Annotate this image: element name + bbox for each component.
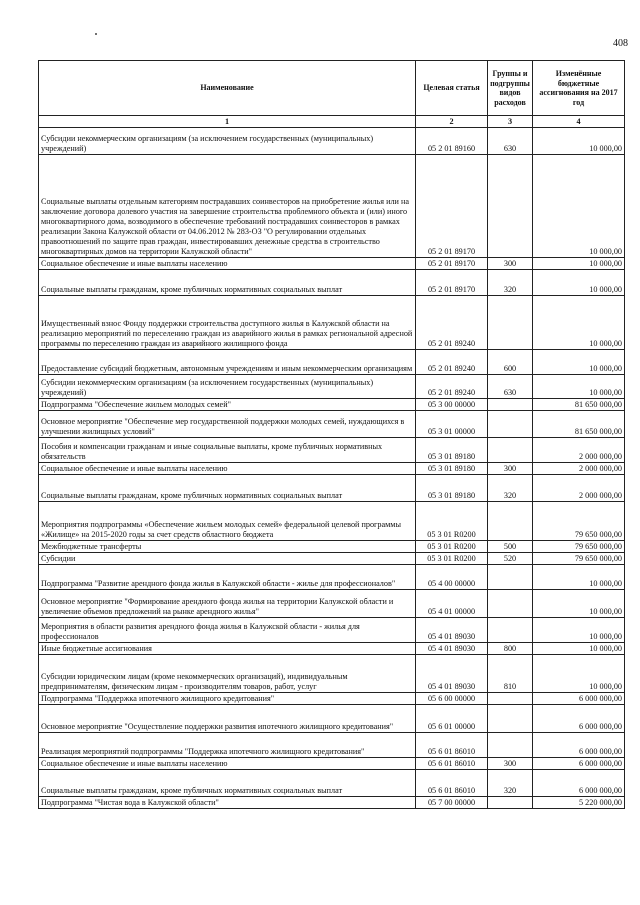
row-amount: 6 000 000,00 <box>533 693 625 705</box>
row-target-code: 05 3 01 89180 <box>416 463 488 475</box>
row-target-code: 05 2 01 89240 <box>416 296 488 350</box>
column-number: 3 <box>488 116 533 128</box>
row-expense-group: 300 <box>488 758 533 770</box>
table-row <box>39 770 625 797</box>
table-row <box>39 128 625 155</box>
row-expense-group: 520 <box>488 553 533 565</box>
row-name: Предоставление субсидий бюджетным, автономным учреждениям и иным некоммерческим организациям <box>39 350 416 375</box>
row-target-code: 05 3 01 R0200 <box>416 502 488 541</box>
table-row <box>39 618 625 643</box>
row-target-code: 05 3 01 89180 <box>416 475 488 502</box>
table-row <box>39 590 625 618</box>
row-name: Субсидии некоммерческим организациям (за исключением государственных (муниципальных) учреждений) <box>39 128 416 155</box>
row-name: Подпрограмма "Чистая вода в Калужской области" <box>39 797 416 809</box>
row-name: Субсидии юридическим лицам (кроме некоммерческих организаций), индивидуальным предпринимателям, физическим лицам - производителям товаров, работ, услуг <box>39 655 416 693</box>
header-name: Наименование <box>39 61 416 116</box>
row-expense-group <box>488 733 533 758</box>
row-name: Иные бюджетные ассигнования <box>39 643 416 655</box>
row-name: Подпрограмма "Поддержка ипотечного жилищного кредитования" <box>39 693 416 705</box>
row-target-code: 05 3 01 R0200 <box>416 553 488 565</box>
row-name: Межбюджетные трансферты <box>39 541 416 553</box>
row-expense-group: 500 <box>488 541 533 553</box>
row-amount: 2 000 000,00 <box>533 438 625 463</box>
table-row <box>39 411 625 438</box>
row-target-code: 05 6 01 86010 <box>416 770 488 797</box>
row-target-code: 05 2 01 89170 <box>416 258 488 270</box>
row-target-code: 05 7 00 00000 <box>416 797 488 809</box>
row-amount: 10 000,00 <box>533 565 625 590</box>
row-target-code: 05 6 00 00000 <box>416 693 488 705</box>
table-row <box>39 541 625 553</box>
row-amount: 10 000,00 <box>533 618 625 643</box>
row-amount: 79 650 000,00 <box>533 553 625 565</box>
row-expense-group <box>488 705 533 733</box>
row-name: Подпрограмма "Развитие арендного фонда жилья в Калужской области - жилье для профессионалов" <box>39 565 416 590</box>
header-groups: Группы и подгруппы видов расходов <box>488 61 533 116</box>
row-name: Социальные выплаты отдельным категориям пострадавших соинвесторов на приобретение жилья или на заключение договора долевого участия на завершение строительства проблемного объекта и (или) иного многоквартирного дома, возводимого в обеспечение требований пострадавших соинвесторов в рамках реализации Закона Калужской области от 04.06.2012 № 283-ОЗ "О регулировании отдельных правоотношений по защите прав граждан, инвестировавших денежные средства в строительство многоквартирных домов на территории Калужской области" <box>39 155 416 258</box>
row-expense-group <box>488 565 533 590</box>
row-name: Социальные выплаты гражданам, кроме публичных нормативных социальных выплат <box>39 770 416 797</box>
row-target-code: 05 3 01 00000 <box>416 411 488 438</box>
row-target-code: 05 4 01 89030 <box>416 655 488 693</box>
row-expense-group: 320 <box>488 770 533 797</box>
header-row <box>39 61 625 116</box>
row-amount: 10 000,00 <box>533 655 625 693</box>
table-row <box>39 705 625 733</box>
row-expense-group <box>488 590 533 618</box>
row-amount: 10 000,00 <box>533 296 625 350</box>
table-row <box>39 643 625 655</box>
row-name: Субсидии <box>39 553 416 565</box>
row-amount: 2 000 000,00 <box>533 475 625 502</box>
row-expense-group: 320 <box>488 270 533 296</box>
row-target-code: 05 3 01 R0200 <box>416 541 488 553</box>
header-changes: Изменённые бюджетные ассигнования на 2017 год <box>533 61 625 116</box>
row-name: Социальное обеспечение и иные выплаты населению <box>39 258 416 270</box>
row-target-code: 05 3 00 00000 <box>416 399 488 411</box>
row-name: Реализация мероприятий подпрограммы "Поддержка ипотечного жилищного кредитования" <box>39 733 416 758</box>
row-amount: 79 650 000,00 <box>533 502 625 541</box>
page-number: 408 <box>613 38 628 49</box>
column-number: 4 <box>533 116 625 128</box>
row-amount: 81 650 000,00 <box>533 399 625 411</box>
table-row <box>39 758 625 770</box>
row-name: Социальное обеспечение и иные выплаты населению <box>39 463 416 475</box>
row-target-code: 05 4 01 00000 <box>416 590 488 618</box>
table-row <box>39 475 625 502</box>
row-target-code: 05 2 01 89160 <box>416 128 488 155</box>
row-name: Мероприятия в области развития арендного фонда жилья в Калужской области - жилья для профессионалов <box>39 618 416 643</box>
header-target: Целевая статья <box>416 61 488 116</box>
row-amount: 10 000,00 <box>533 590 625 618</box>
row-amount: 10 000,00 <box>533 375 625 399</box>
row-target-code: 05 6 01 86010 <box>416 733 488 758</box>
row-expense-group <box>488 399 533 411</box>
row-expense-group: 300 <box>488 258 533 270</box>
row-name: Основное мероприятие "Осуществление поддержки развития ипотечного жилищного кредитования" <box>39 705 416 733</box>
row-amount: 10 000,00 <box>533 270 625 296</box>
row-amount: 6 000 000,00 <box>533 770 625 797</box>
row-name: Социальные выплаты гражданам, кроме публичных нормативных социальных выплат <box>39 475 416 502</box>
row-amount: 10 000,00 <box>533 258 625 270</box>
row-target-code: 05 6 01 00000 <box>416 705 488 733</box>
row-name: Подпрограмма "Обеспечение жильем молодых семей" <box>39 399 416 411</box>
table-row <box>39 565 625 590</box>
row-name: Пособия и компенсации гражданам и иные социальные выплаты, кроме публичных нормативных обязательств <box>39 438 416 463</box>
row-amount: 10 000,00 <box>533 128 625 155</box>
table-row <box>39 258 625 270</box>
row-amount: 10 000,00 <box>533 155 625 258</box>
row-amount: 2 000 000,00 <box>533 463 625 475</box>
row-expense-group <box>488 502 533 541</box>
row-amount: 10 000,00 <box>533 350 625 375</box>
table-row <box>39 438 625 463</box>
row-name: Основное мероприятие "Обеспечение мер государственной поддержки молодых семей, нуждающихся в улучшении жилищных условий" <box>39 411 416 438</box>
table-row <box>39 399 625 411</box>
table-row <box>39 155 625 258</box>
column-number: 1 <box>39 116 416 128</box>
table-row <box>39 375 625 399</box>
table-row <box>39 502 625 541</box>
row-target-code: 05 2 01 89240 <box>416 350 488 375</box>
row-amount: 6 000 000,00 <box>533 705 625 733</box>
scan-dot <box>95 33 97 35</box>
table-row <box>39 693 625 705</box>
row-target-code: 05 6 01 86010 <box>416 758 488 770</box>
table-row <box>39 733 625 758</box>
row-expense-group <box>488 797 533 809</box>
row-amount: 79 650 000,00 <box>533 541 625 553</box>
column-number: 2 <box>416 116 488 128</box>
row-target-code: 05 4 00 00000 <box>416 565 488 590</box>
row-expense-group <box>488 618 533 643</box>
budget-table <box>38 60 625 809</box>
table-row <box>39 350 625 375</box>
row-amount: 10 000,00 <box>533 643 625 655</box>
row-expense-group: 630 <box>488 375 533 399</box>
row-amount: 81 650 000,00 <box>533 411 625 438</box>
row-target-code: 05 3 01 89180 <box>416 438 488 463</box>
row-expense-group: 800 <box>488 643 533 655</box>
table-row <box>39 553 625 565</box>
row-expense-group: 300 <box>488 463 533 475</box>
row-amount: 6 000 000,00 <box>533 758 625 770</box>
row-target-code: 05 2 01 89170 <box>416 270 488 296</box>
row-name: Мероприятия подпрограммы «Обеспечение жильем молодых семей» федеральной целевой программы «Жилище» на 2015-2020 годы за счет средств областного бюджета <box>39 502 416 541</box>
row-expense-group <box>488 411 533 438</box>
table-row <box>39 296 625 350</box>
row-expense-group: 600 <box>488 350 533 375</box>
row-expense-group <box>488 693 533 705</box>
row-name: Имущественный взнос Фонду поддержки строительства доступного жилья в Калужской области на реализацию мероприятий по переселению граждан из аварийного жилья в рамках региональной адресной программы по переселению граждан из аварийного жилищного фонда <box>39 296 416 350</box>
row-expense-group <box>488 155 533 258</box>
row-expense-group: 810 <box>488 655 533 693</box>
table-row <box>39 270 625 296</box>
row-name: Субсидии некоммерческим организациям (за исключением государственных (муниципальных) учреждений) <box>39 375 416 399</box>
row-expense-group <box>488 296 533 350</box>
row-expense-group: 630 <box>488 128 533 155</box>
row-amount: 6 000 000,00 <box>533 733 625 758</box>
row-target-code: 05 2 01 89170 <box>416 155 488 258</box>
table-row <box>39 463 625 475</box>
row-expense-group <box>488 438 533 463</box>
row-target-code: 05 2 01 89240 <box>416 375 488 399</box>
column-number-row <box>39 116 625 128</box>
row-target-code: 05 4 01 89030 <box>416 618 488 643</box>
row-target-code: 05 4 01 89030 <box>416 643 488 655</box>
row-name: Социальные выплаты гражданам, кроме публичных нормативных социальных выплат <box>39 270 416 296</box>
row-expense-group: 320 <box>488 475 533 502</box>
table-row <box>39 655 625 693</box>
row-name: Основное мероприятие "Формирование арендного фонда жилья на территории Калужской области и увеличение объемов предложений на рынке арендного жилья" <box>39 590 416 618</box>
table-row <box>39 797 625 809</box>
row-amount: 5 220 000,00 <box>533 797 625 809</box>
row-name: Социальное обеспечение и иные выплаты населению <box>39 758 416 770</box>
